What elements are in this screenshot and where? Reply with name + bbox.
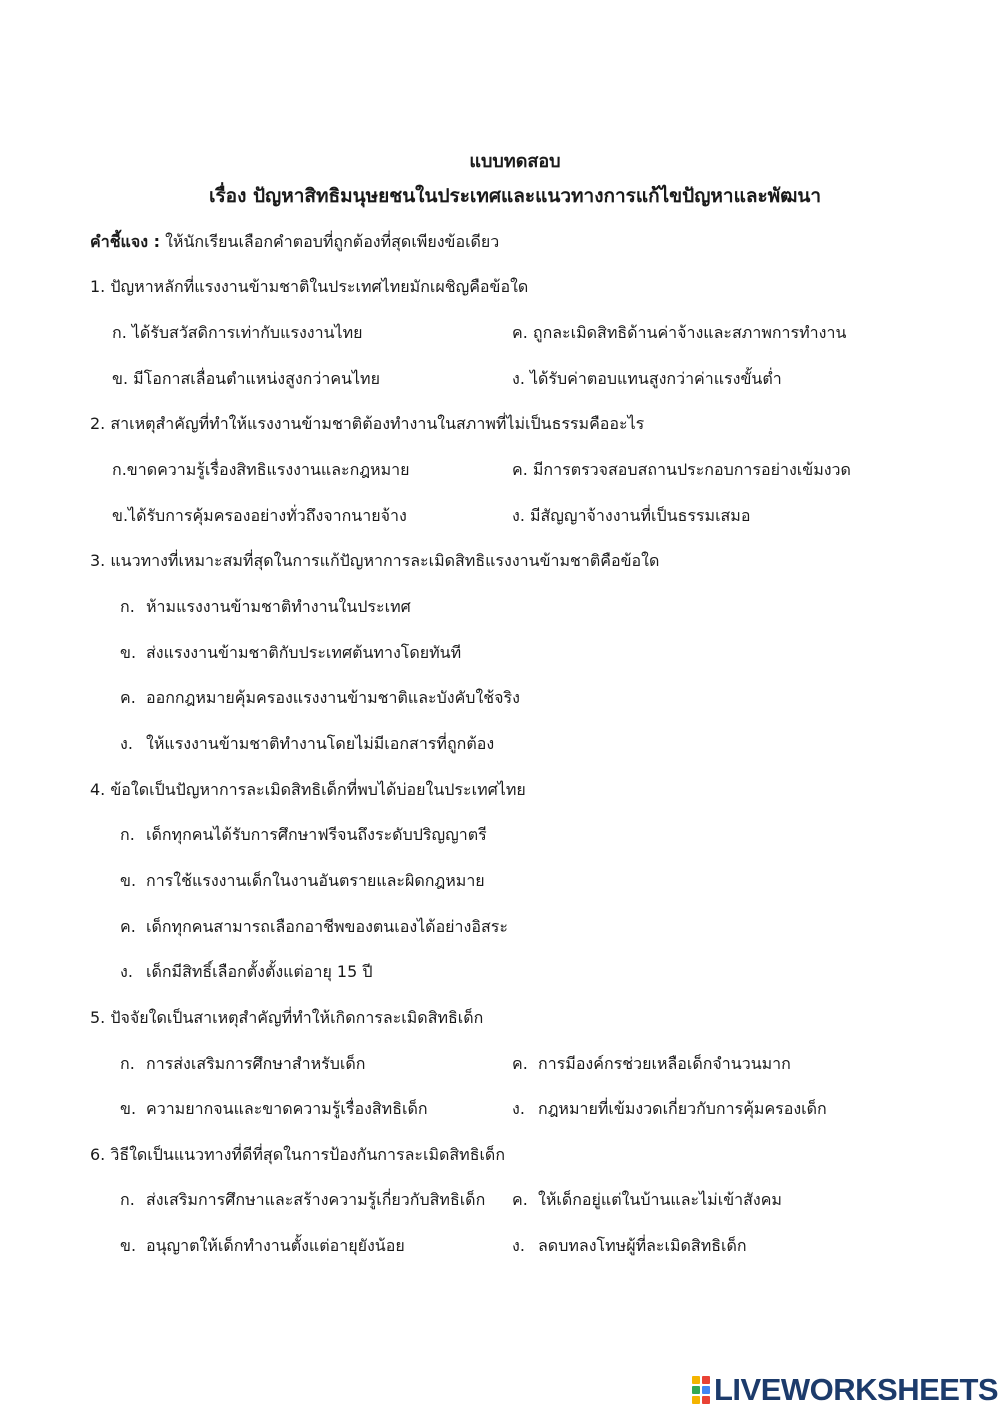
option-label: ก. <box>120 1190 135 1209</box>
option-label: ข. <box>120 1236 137 1255</box>
q3-option-a[interactable] <box>120 596 411 618</box>
option-label: ค. <box>120 917 136 936</box>
q6-option-c[interactable] <box>512 1189 782 1211</box>
option-label: ก. <box>120 1054 135 1073</box>
option-label: ง. <box>120 734 133 753</box>
question-1: 1. ปัญหาหลักที่แรงงานข้ามชาติในประเทศไทยมักเผชิญคือข้อใด <box>90 277 529 296</box>
liveworksheets-logo-icon <box>692 1376 710 1404</box>
option-text: เด็กมีสิทธิ์เลือกตั้งตั้งแต่อายุ 15 ปี <box>146 962 373 981</box>
q5-option-a[interactable] <box>120 1053 365 1075</box>
q2-option-c[interactable]: ค. มีการตรวจสอบสถานประกอบการอย่างเข้มงวด <box>512 460 851 479</box>
question-4: 4. ข้อใดเป็นปัญหาการละเมิดสิทธิเด็กที่พบได้บ่อยในประเทศไทย <box>90 780 526 799</box>
option-text: การใช้แรงงานเด็กในงานอันตรายและผิดกฎหมาย <box>146 871 485 890</box>
q5-option-b[interactable] <box>120 1098 428 1120</box>
question-5: 5. ปัจจัยใดเป็นสาเหตุสำคัญที่ทำให้เกิดการละเมิดสิทธิเด็ก <box>90 1008 484 1027</box>
instruction-text: ให้นักเรียนเลือกคำตอบที่ถูกต้องที่สุดเพียงข้อเดียว <box>160 232 500 251</box>
q5-option-d[interactable] <box>512 1098 827 1120</box>
instruction <box>90 231 499 253</box>
option-text: เด็กทุกคนสามารถเลือกอาชีพของตนเองได้อย่างอิสระ <box>146 917 508 936</box>
option-label: ก. <box>120 825 135 844</box>
q6-option-a[interactable] <box>120 1189 485 1211</box>
q1-option-b[interactable]: ข. มีโอกาสเลื่อนตำแหน่งสูงกว่าคนไทย <box>112 369 380 388</box>
option-text: เด็กทุกคนได้รับการศึกษาฟรีจนถึงระดับปริญญาตรี <box>146 825 487 844</box>
option-text: การมีองค์กรช่วยเหลือเด็กจำนวนมาก <box>538 1054 791 1073</box>
option-label: ค. <box>512 1054 528 1073</box>
q3-option-c[interactable] <box>120 687 520 709</box>
option-label: ก. <box>120 597 135 616</box>
q3-option-b[interactable] <box>120 642 461 664</box>
q3-option-d[interactable] <box>120 733 494 755</box>
option-text: ให้แรงงานข้ามชาติทำงานโดยไม่มีเอกสารที่ถูกต้อง <box>146 734 495 753</box>
option-label: ง. <box>512 1236 525 1255</box>
question-3: 3. แนวทางที่เหมาะสมที่สุดในการแก้ปัญหาการละเมิดสิทธิแรงงานข้ามชาติคือข้อใด <box>90 551 660 570</box>
option-label: ข. <box>120 643 137 662</box>
q1-option-c[interactable]: ค. ถูกละเมิดสิทธิด้านค่าจ้างและสภาพการทำงาน <box>512 323 847 342</box>
logo-text: LIVEWORKSHEETS <box>714 1372 999 1407</box>
option-text: ความยากจนและขาดความรู้เรื่องสิทธิเด็ก <box>146 1099 428 1118</box>
option-label: ข. <box>120 871 137 890</box>
question-6: 6. วิธีใดเป็นแนวทางที่ดีที่สุดในการป้องกันการละเมิดสิทธิเด็ก <box>90 1145 505 1164</box>
option-text: ลดบทลงโทษผู้ที่ละเมิดสิทธิเด็ก <box>538 1236 747 1255</box>
option-text: อนุญาตให้เด็กทำงานตั้งแต่อายุยังน้อย <box>146 1236 405 1255</box>
q1-option-d[interactable]: ง. ได้รับค่าตอบแทนสูงกว่าค่าแรงขั้นต่ำ <box>512 369 782 388</box>
option-text: การส่งเสริมการศึกษาสำหรับเด็ก <box>146 1054 366 1073</box>
q4-option-d[interactable] <box>120 961 373 983</box>
question-2: 2. สาเหตุสำคัญที่ทำให้แรงงานข้ามชาติต้องทำงานในสภาพที่ไม่เป็นธรรมคืออะไร <box>90 414 645 433</box>
option-text: ห้ามแรงงานข้ามชาติทำงานในประเทศ <box>146 597 411 616</box>
option-label: ค. <box>512 1190 528 1209</box>
option-text: ส่งเสริมการศึกษาและสร้างความรู้เกี่ยวกับสิทธิเด็ก <box>146 1190 486 1209</box>
q2-option-a[interactable]: ก.ขาดความรู้เรื่องสิทธิแรงงานและกฎหมาย <box>112 460 410 479</box>
option-text: กฎหมายที่เข้มงวดเกี่ยวกับการคุ้มครองเด็ก <box>538 1099 827 1118</box>
option-label: ค. <box>120 688 136 707</box>
page-subtitle: เรื่อง ปัญหาสิทธิมนุษยชนในประเทศและแนวทางการแก้ไขปัญหาและพัฒนา <box>208 185 822 207</box>
option-label: ง. <box>120 962 133 981</box>
q2-option-d[interactable]: ง. มีสัญญาจ้างงานที่เป็นธรรมเสมอ <box>512 506 751 525</box>
q5-option-c[interactable] <box>512 1053 791 1075</box>
option-text: ส่งแรงงานข้ามชาติกับประเทศต้นทางโดยทันที <box>146 643 462 662</box>
instruction-label: คำชี้แจง : <box>90 232 161 251</box>
q1-option-a[interactable]: ก. ได้รับสวัสดิการเท่ากับแรงงานไทย <box>112 323 363 342</box>
q4-option-a[interactable] <box>120 824 487 846</box>
option-text: ให้เด็กอยู่แต่ในบ้านและไม่เข้าสังคม <box>538 1190 782 1209</box>
q4-option-c[interactable] <box>120 916 508 938</box>
q6-option-b[interactable] <box>120 1235 405 1257</box>
q4-option-b[interactable] <box>120 870 485 892</box>
option-label: ข. <box>120 1099 137 1118</box>
option-label: ง. <box>512 1099 525 1118</box>
liveworksheets-logo[interactable] <box>692 1373 998 1407</box>
option-text: ออกกฎหมายคุ้มครองแรงงานข้ามชาติและบังคับใช้จริง <box>146 688 520 707</box>
page-title: แบบทดสอบ <box>469 151 561 172</box>
q6-option-d[interactable] <box>512 1235 747 1257</box>
q2-option-b[interactable]: ข.ได้รับการคุ้มครองอย่างทั่วถึงจากนายจ้าง <box>112 506 407 525</box>
